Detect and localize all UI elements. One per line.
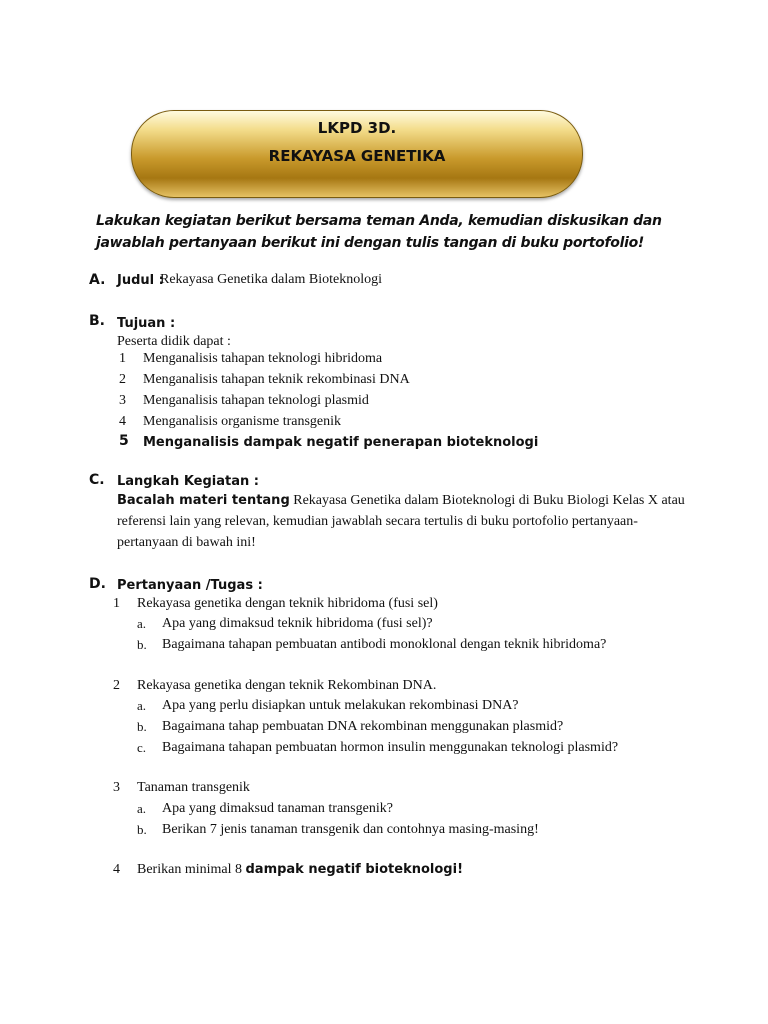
section-b-lead: Peserta didik dapat : [117, 334, 231, 349]
section-c-paragraph [117, 490, 687, 553]
goal-number: 4 [119, 414, 126, 429]
title-banner [131, 110, 583, 198]
section-d-letter: D. [89, 576, 106, 592]
goal-number: 5 [119, 433, 129, 449]
goal-number: 1 [119, 351, 126, 366]
sub-question-letter: a. [137, 801, 147, 816]
section-a-label: Judul : [117, 273, 164, 288]
goal-text: Menganalisis tahapan teknik rekombinasi DNA [143, 372, 410, 387]
worksheet-code: LKPD 3D. [317, 119, 397, 137]
question-number: 2 [113, 678, 120, 693]
question-text: Rekayasa genetika dengan teknik Rekombinan DNA. [137, 678, 437, 693]
section-c-bold-start: Bacalah materi tentang [117, 493, 290, 508]
instructions: Lakukan kegiatan berikut bersama teman Anda, kemudian diskusikan dan jawablah pertanyaan berikut ini dengan tulis tangan di buku portofolio! [96, 213, 662, 251]
sub-question-text: Berikan 7 jenis tanaman transgenik dan contohnya masing-masing! [162, 822, 539, 837]
goal-text: Menganalisis tahapan teknologi plasmid [143, 393, 369, 408]
section-b-label: Tujuan : [117, 316, 176, 331]
goal-number: 3 [119, 393, 126, 408]
sub-question-letter: b. [137, 822, 147, 837]
question-text: Rekayasa genetika dengan teknik hibridoma (fusi sel) [137, 596, 438, 611]
sub-question-letter: a. [137, 616, 147, 631]
goal-text: Menganalisis organisme transgenik [143, 414, 342, 429]
goal-number: 2 [119, 372, 126, 387]
question-text: Tanaman transgenik [137, 780, 250, 795]
sub-question-text: Apa yang dimaksud teknik hibridoma (fusi sel)? [162, 616, 433, 631]
sub-question-text: Bagaimana tahapan pembuatan hormon insulin menggunakan teknologi plasmid? [162, 740, 619, 755]
section-a-letter: A. [89, 272, 106, 288]
sub-question-letter: a. [137, 698, 147, 713]
sub-question-letter: b. [137, 719, 147, 734]
sub-question-text: Apa yang perlu disiapkan untuk melakukan rekombinasi DNA? [162, 698, 519, 713]
goal-text: Menganalisis dampak negatif penerapan bioteknologi [143, 435, 539, 450]
section-d-label: Pertanyaan /Tugas : [117, 578, 263, 593]
question-number: 3 [113, 780, 120, 795]
sub-question-text: Bagaimana tahap pembuatan DNA rekombinan menggunakan plasmid? [162, 719, 564, 734]
question-text-bold: dampak negatif bioteknologi! [245, 862, 463, 877]
question-text [137, 862, 463, 878]
section-c-label: Langkah Kegiatan : [117, 474, 259, 489]
question-number: 1 [113, 596, 120, 611]
section-c-text: Rekayasa Genetika dalam Bioteknologi di Buku Biologi Kelas X atau referensi lain yang relevan, kemudian jawablah secara tertulis di buku portofolio pertanyaan-pertanyaan di bawah ini! [117, 493, 685, 550]
sub-question-letter: c. [137, 740, 147, 755]
sub-question-letter: b. [137, 637, 147, 652]
worksheet-title: REKAYASA GENETIKA [268, 147, 446, 165]
section-c-letter: C. [89, 472, 105, 488]
sub-question-text: Bagaimana tahapan pembuatan antibodi monoklonal dengan teknik hibridoma? [162, 637, 607, 652]
question-number: 4 [113, 862, 120, 877]
section-b-letter: B. [89, 313, 105, 329]
goal-text: Menganalisis tahapan teknologi hibridoma [143, 351, 383, 366]
question-text-plain: Berikan minimal 8 [137, 862, 246, 877]
section-a-text: Rekayasa Genetika dalam Bioteknologi [160, 272, 382, 287]
sub-question-text: Apa yang dimaksud tanaman transgenik? [162, 801, 393, 816]
